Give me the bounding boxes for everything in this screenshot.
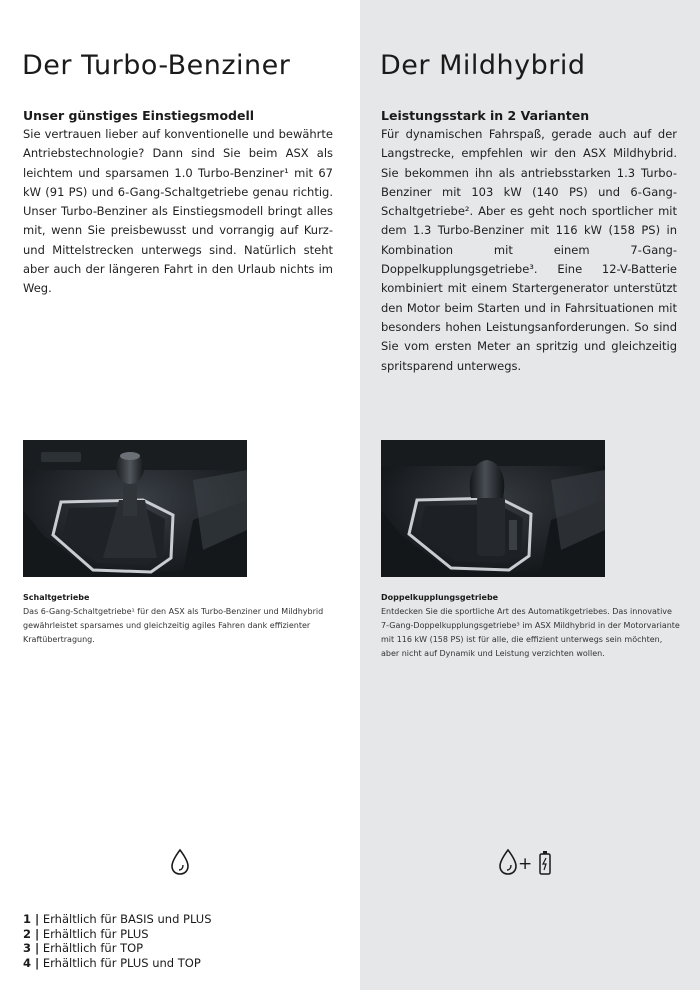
footnote-number: 3 |	[23, 941, 40, 955]
footnote-text: Erhältlich für BASIS und PLUS	[39, 912, 212, 926]
footnote-text: Erhältlich für TOP	[39, 941, 144, 955]
footnote-item	[23, 941, 212, 956]
automatic-gearshift-photo	[381, 440, 605, 577]
turbo-benziner-heading: Der Turbo-Benziner	[22, 50, 291, 81]
mildhybrid-heading: Der Mildhybrid	[380, 50, 586, 81]
mildhybrid-column	[360, 0, 700, 990]
fuel-drop-icon	[169, 848, 191, 876]
mildhybrid-subheading: Leistungsstark in 2 Varianten	[381, 108, 590, 123]
doppelkupplung-caption-title: Doppelkupplungsgetriebe	[381, 593, 499, 602]
automatic-gearshift-illustration	[381, 440, 605, 577]
schaltgetriebe-caption-title: Schaltgetriebe	[23, 593, 90, 602]
footnote-number: 4 |	[23, 955, 40, 970]
footnote-text: Erhältlich für PLUS	[39, 926, 149, 941]
manual-gearshift-illustration	[23, 440, 247, 577]
footnote-item	[23, 912, 212, 927]
footnote-number: 1 |	[23, 912, 40, 926]
footnotes-list	[23, 912, 212, 970]
footnote-item	[23, 956, 212, 971]
manual-gearshift-photo	[23, 440, 247, 577]
turbo-benziner-subheading: Unser günstiges Einstiegsmodell	[23, 108, 255, 123]
fuel-plus-battery-icon	[498, 848, 554, 876]
plus-sign: +	[518, 854, 533, 874]
footnote-item	[23, 927, 212, 942]
turbo-benziner-body: Sie vertrauen lieber auf konventionelle und bewährte Antriebstechnologie? Dann sind Sie beim ASX als leichtem und sparsamen 1.0 Turbo-Benziner¹ mit 67 kW (91 PS) und 6-Gang-Schaltgetriebe genau richtig. Unser Turbo-Benziner als Einstiegsmodell bringt alles mit, wenn Sie preisbewusst und vorrangig auf Kurz- und Mittelstrecken unterwegs sind. Natürlich steht aber auch der längeren Fahrt in den Urlaub nichts im Weg.	[23, 127, 333, 296]
mildhybrid-body: Für dynamischen Fahrspaß, gerade auch auf der Langstrecke, empfehlen wir den ASX Mildhybrid. Sie bekommen ihn als antriebsstarken 1.3 Turbo-Benziner mit 103 kW (140 PS) und 6-Gang-Schaltgetriebe². Aber es geht noch sportlicher mit dem 1.3 Turbo-Benziner mit 116 kW (158 PS) in Kombination mit einem 7-Gang-Doppelkupplungsgetriebe³. Eine 12-V-Batterie kombiniert mit einem Startergenerator unterstützt den Motor beim Starten und in Fahrsituationen mit besonders hohen Leistungsanforderungen. So sind Sie vom ersten Meter an spritzig und gleichzeitig spritsparend unterwegs.	[381, 127, 677, 373]
footnote-number: 2 |	[23, 926, 40, 941]
schaltgetriebe-caption-text: Das 6-Gang-Schaltgetriebe¹ für den ASX als Turbo-Benziner und Mildhybrid gewährleistet sparsames und gleichzeitig agiles Fahren dank effizienter Kraftübertragung.	[23, 607, 324, 644]
doppelkupplung-caption-text: Entdecken Sie die sportliche Art des Automatikgetriebes. Das innovative 7-Gang-Doppelkupplungsgetriebe³ im ASX Mildhybrid in der Motorvariante mit 116 kW (158 PS) ist für alle, die effizient unterwegs sein möchten, aber nicht auf Dynamik und Leistung verzichten wollen.	[381, 607, 680, 658]
footnote-text: Erhältlich für PLUS und TOP	[39, 955, 201, 970]
